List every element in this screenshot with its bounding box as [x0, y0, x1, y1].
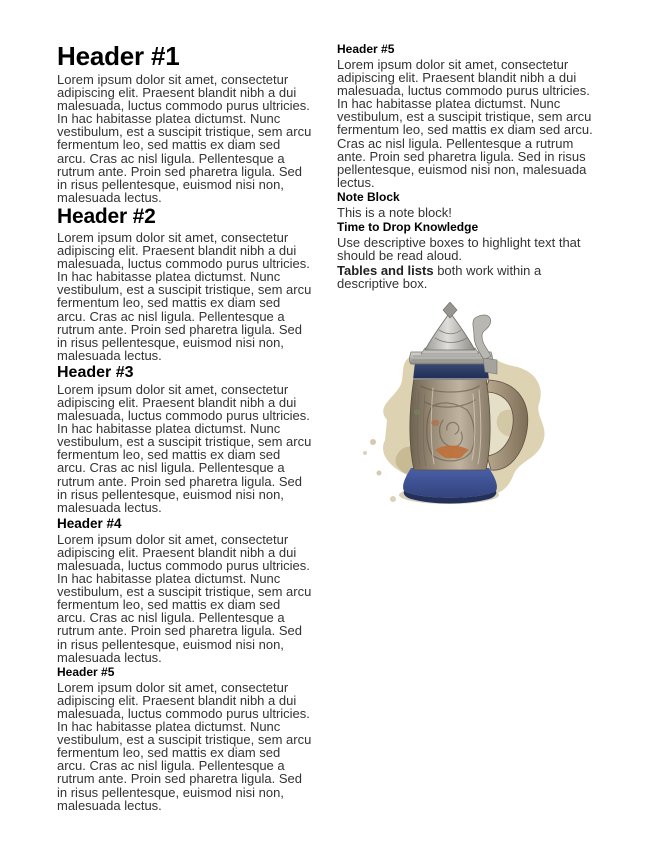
- section-header-2: [57, 206, 312, 362]
- two-column-layout: [57, 42, 595, 814]
- section-heading-h5: Header #5: [57, 664, 115, 679]
- knowledge-heading: Time to Drop Knowledge: [337, 220, 479, 235]
- tables-lists-text: [337, 264, 595, 290]
- section-paragraph: Lorem ipsum dolor sit amet, consectetur adipiscing elit. Praesent blandit nibh a dui malesuada, luctus commodo purus ultricies. In hac habitasse platea dictumst. Nunc vestibulum, est a suscipit tristique, sem arcu fermentum leo, sed mattis ex diam sed arcu. Cras ac nisl ligula. Pellentesque a rutrum ante. Proin sed pharetra ligula. Sed in risus pellentesque, euismod nisi non, malesuada lectus.: [337, 57, 593, 190]
- section-header-4: [57, 516, 312, 664]
- section-paragraph: Lorem ipsum dolor sit amet, consectetur adipiscing elit. Praesent blandit nibh a dui malesuada, luctus commodo purus ultricies. In hac habitasse platea dictumst. Nunc vestibulum, est a suscipit tristique, sem arcu fermentum leo, sed mattis ex diam sed arcu. Cras ac nisl ligula. Pellentesque a rutrum ante. Proin sed pharetra ligula. Sed in risus pellentesque, euismod nisi non, malesuada lectus.: [57, 72, 312, 205]
- right-column: [337, 42, 595, 814]
- beer-stein-illustration: [351, 302, 559, 520]
- section-heading-h4: Header #4: [57, 515, 122, 531]
- note-block-text: This is a note block!: [337, 204, 452, 220]
- section-heading-h3: Header #3: [57, 363, 134, 381]
- section-paragraph: Lorem ipsum dolor sit amet, consectetur adipiscing elit. Praesent blandit nibh a dui malesuada, luctus commodo purus ultricies. In hac habitasse platea dictumst. Nunc vestibulum, est a suscipit tristique, sem arcu fermentum leo, sed mattis ex diam sed arcu. Cras ac nisl ligula. Pellentesque a rutrum ante. Proin sed pharetra ligula. Sed in risus pellentesque, euismod nisi non, malesuada lectus.: [57, 229, 312, 363]
- section-paragraph: Lorem ipsum dolor sit amet, consectetur adipiscing elit. Praesent blandit nibh a dui malesuada, luctus commodo purus ultricies. In hac habitasse platea dictumst. Nunc vestibulum, est a suscipit tristique, sem arcu fermentum leo, sed mattis ex diam sed arcu. Cras ac nisl ligula. Pellentesque a rutrum ante. Proin sed pharetra ligula. Sed in risus pellentesque, euismod nisi non, malesuada lectus.: [57, 531, 312, 665]
- note-block-section: [337, 191, 595, 219]
- note-block-heading: Note Block: [337, 189, 400, 204]
- knowledge-section: [337, 221, 595, 290]
- stein-hinge: [483, 358, 497, 374]
- section-header-1: [57, 42, 312, 204]
- stein-blue-band: [413, 362, 489, 380]
- section-header-3: [57, 364, 312, 514]
- section-paragraph: Lorem ipsum dolor sit amet, consectetur adipiscing elit. Praesent blandit nibh a dui malesuada, luctus commodo purus ultricies. In hac habitasse platea dictumst. Nunc vestibulum, est a suscipit tristique, sem arcu fermentum leo, sed mattis ex diam sed arcu. Cras ac nisl ligula. Pellentesque a rutrum ante. Proin sed pharetra ligula. Sed in risus pellentesque, euismod nisi non, malesuada lectus.: [57, 381, 312, 515]
- section-header-5-left: [57, 666, 312, 812]
- section-heading-h1: Header #1: [57, 41, 180, 71]
- section-heading-h5: Header #5: [337, 42, 395, 56]
- stein-finial: [443, 302, 457, 318]
- beer-stein-svg: [351, 302, 559, 520]
- section-header-5-right: [337, 43, 595, 189]
- stein-base: [403, 468, 497, 498]
- section-paragraph: Lorem ipsum dolor sit amet, consectetur adipiscing elit. Praesent blandit nibh a dui malesuada, luctus commodo purus ultricies. In hac habitasse platea dictumst. Nunc vestibulum, est a suscipit tristique, sem arcu fermentum leo, sed mattis ex diam sed arcu. Cras ac nisl ligula. Pellentesque a rutrum ante. Proin sed pharetra ligula. Sed in risus pellentesque, euismod nisi non, malesuada lectus.: [57, 679, 312, 813]
- tables-lists-rest: both work within a descriptive box.: [337, 263, 542, 292]
- left-column: [57, 42, 312, 814]
- knowledge-text: Use descriptive boxes to highlight text that should be read aloud.: [337, 235, 581, 264]
- tables-lists-bold-lead: Tables and lists: [337, 263, 434, 279]
- section-heading-h2: Header #2: [57, 204, 156, 228]
